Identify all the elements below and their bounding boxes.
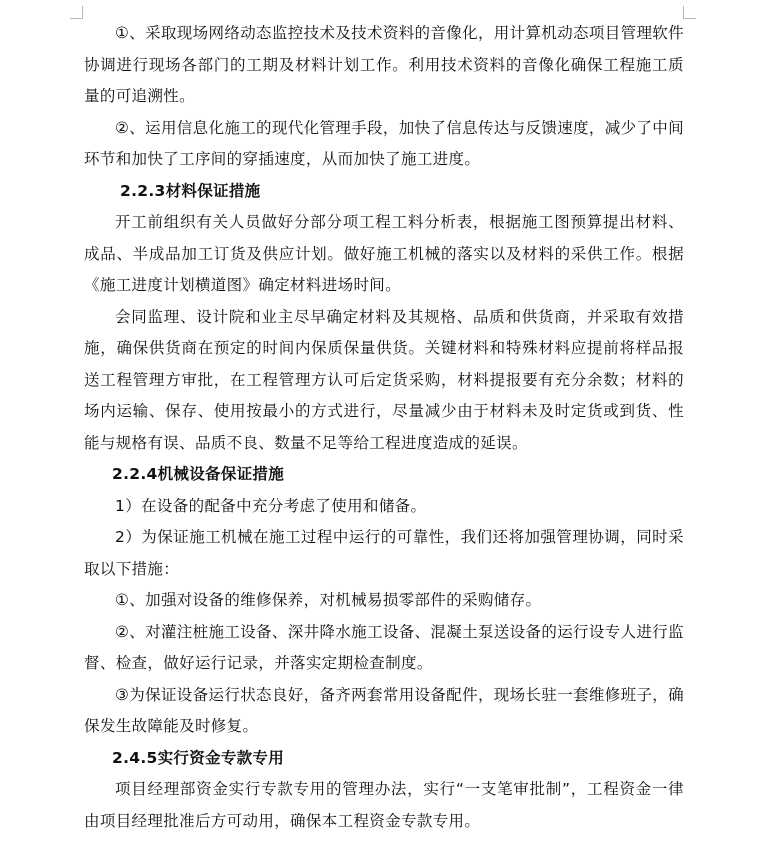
list-item: ③为保证设备运行状态良好，备齐两套常用设备配件，现场长驻一套维修班子，确保发生故障能及时修复。 [84,685,684,735]
list-item: ②、对灌注桩施工设备、深井降水施工设备、混凝土泵送设备的运行设专人进行监督、检查，做好运行记录，并落实定期检查制度。 [84,622,684,672]
paragraph: ②、运用信息化施工的现代化管理手段，加快了信息传达与反馈速度，减少了中间环节和加快了工序间的穿插速度，从而加快了施工进度。 [84,118,684,168]
list-item: 2）为保证施工机械在施工过程中运行的可靠性，我们还将加强管理协调，同时采取以下措施： [84,528,684,578]
list-item: ①、加强对设备的维修保养，对机械易损零部件的采购储存。 [115,591,542,609]
paragraph: 开工前组织有关人员做好分部分项工程工料分析表，根据施工图预算提出材料、成品、半成品加工订货及供应计划。做好施工机械的落实以及材料的采供工作。根据《施工进度计划横道图》确定材料进场时间。 [84,213,684,294]
section-heading-2-2-4: 2.2.4机械设备保证措施 [112,465,285,483]
paragraph: 项目经理部资金实行专款专用的管理办法，实行“一支笔审批制”，工程资金一律由项目经理批准后方可动用，确保本工程资金专款专用。 [84,780,684,830]
paragraph: ①、采取现场网络动态监控技术及技术资料的音像化，用计算机动态项目管理软件协调进行现场各部门的工期及材料计划工作。利用技术资料的音像化确保工程施工质量的可追溯性。 [84,24,684,105]
section-heading-2-4-5: 2.4.5实行资金专款专用 [112,748,285,767]
page-corner-mark-left [70,6,83,19]
list-item: 1）在设备的配备中充分考虑了使用和储备。 [115,496,427,515]
paragraph: 会同监理、设计院和业主尽早确定材料及其规格、品质和供货商，并采取有效措施，确保供货商在预定的时间内保质保量供货。关键材料和特殊材料应提前将样品报送工程管理方审批，在工程管理方认可后定货采购，材料提报要有充分余数；材料的场内运输、保存、使用按最小的方式进行，尽量减少由于材料未及时定货或到货、性能与规格有误、品质不良、数量不足等给工程进度造成的延误。 [84,307,684,452]
page-corner-mark-right [683,6,696,19]
document-body [84,18,684,837]
section-heading-2-2-3: 2.2.3材料保证措施 [120,181,261,200]
